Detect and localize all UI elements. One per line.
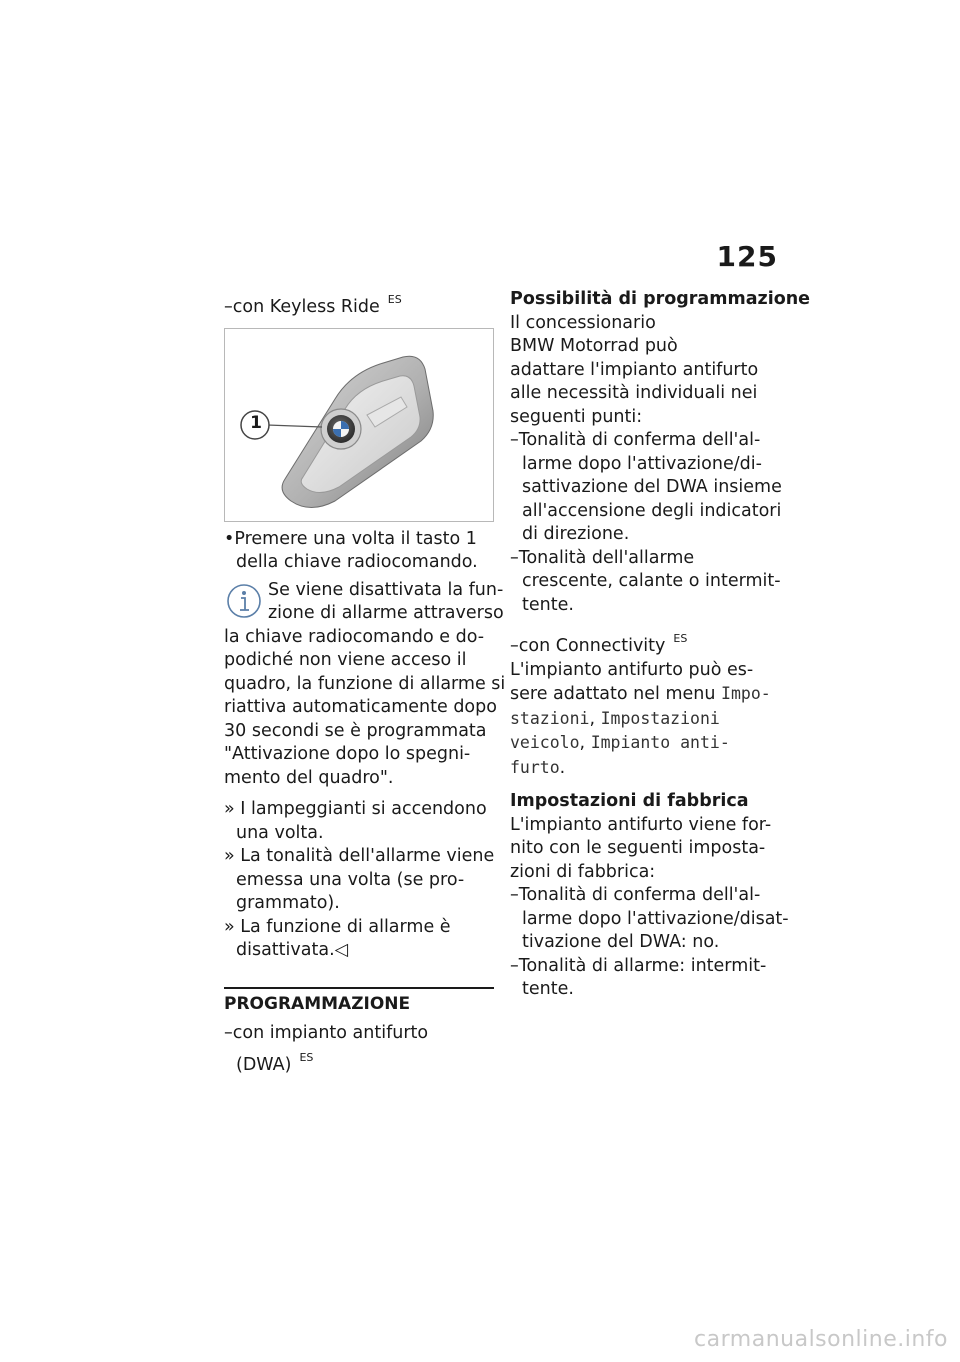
menu-path: veicolo: [510, 733, 580, 752]
result-line: » I lampeggianti si accendono: [224, 799, 487, 819]
menu-text: veicolo, Impianto anti-: [510, 733, 730, 753]
info-note: [224, 579, 506, 791]
result-line: emessa una volta (se pro-: [236, 869, 465, 890]
option-line: crescente, calante o intermit-: [522, 571, 781, 591]
intro-line: adattare l'impianto antifurto: [510, 359, 759, 380]
factory-list: [510, 884, 789, 1002]
section-title: PROGRAMMAZIONE: [224, 987, 494, 1017]
es-superscript: ES: [387, 293, 402, 306]
result-line: » La tonalità dell'allarme viene: [224, 846, 495, 866]
options-list: [510, 429, 782, 617]
keyless-ride-heading: –con Keyless Ride $^{ES}$: [224, 293, 402, 317]
dwa-condition: [224, 1022, 494, 1077]
factory-line: tivazione del DWA: no.: [522, 932, 720, 952]
menu-path: Impianto anti-: [590, 733, 730, 752]
page-number: 125: [716, 240, 778, 273]
key-fob-illustration: [225, 329, 493, 521]
step-line: •Premere una volta il tasto 1: [224, 528, 477, 549]
info-line: podiché non viene acceso il: [224, 650, 467, 670]
info-line: "Attivazione dopo lo spegni-: [224, 744, 471, 764]
left-column: [224, 288, 506, 1077]
info-line: la chiave radiocomando e do-: [224, 626, 485, 647]
factory-intro-line: nito con le seguenti imposta-: [510, 838, 766, 858]
es-superscript: ES: [673, 632, 688, 645]
factory-intro-line: zioni di fabbrica:: [510, 861, 656, 882]
option-line: di direzione.: [522, 524, 630, 544]
option-line: sattivazione del DWA insieme: [522, 477, 782, 497]
right-column: [510, 288, 811, 1002]
option-line: tente.: [522, 594, 574, 615]
option-line: –Tonalità di conferma dell'al-: [510, 430, 761, 450]
factory-settings-heading: Impostazioni di fabbrica: [510, 791, 749, 811]
results-list: [224, 798, 494, 963]
intro-line: alle necessità individuali nei: [510, 383, 758, 403]
menu-path: Impo-: [721, 684, 771, 703]
intro-line: Il concessionario: [510, 312, 656, 333]
result-line: » La funzione di allarme è: [224, 916, 451, 937]
watermark: carmanualsonline.info: [694, 1327, 948, 1352]
info-line: quadro, la funzione di allarme si: [224, 673, 506, 694]
intro-line: BMW Motorrad può: [510, 336, 678, 356]
step-instruction: [224, 528, 494, 575]
menu-text: L'impianto antifurto può es-: [510, 659, 754, 680]
menu-path: stazioni: [510, 708, 590, 728]
result-line: una volta.: [236, 822, 324, 843]
option-line: larme dopo l'attivazione/di-: [522, 453, 762, 474]
info-line: mento del quadro".: [224, 767, 394, 788]
intro-line: seguenti punti:: [510, 406, 643, 427]
result-line: grammato).: [236, 893, 340, 913]
info-line: Se viene disattivata la fun-: [268, 579, 504, 600]
dwa-line: –con impianto antifurto: [224, 1023, 429, 1043]
es-superscript: ES: [299, 1050, 314, 1064]
info-icon: [224, 581, 264, 621]
factory-line: tente.: [522, 979, 574, 999]
menu-path: furto: [510, 757, 560, 777]
factory-intro-line: L'impianto antifurto viene for-: [510, 814, 772, 835]
menu-path: Impostazioni: [600, 708, 720, 728]
option-line: all'accensione degli indicatori: [522, 500, 782, 521]
menu-text: furto.: [510, 757, 566, 778]
dwa-line: (DWA) $^{ES}$: [236, 1050, 314, 1075]
menu-text: sere adattato nel menu Impo-: [510, 684, 771, 704]
option-line: –Tonalità dell'allarme: [510, 547, 695, 568]
figure-callout-label: 1: [250, 412, 262, 433]
menu-text: stazioni, Impostazioni: [510, 708, 720, 729]
result-line: disattivata.◁: [236, 940, 349, 960]
factory-line: –Tonalità di allarme: intermit-: [510, 955, 767, 976]
info-line: riattiva automaticamente dopo: [224, 697, 497, 717]
info-line: 30 secondi se è programmata: [224, 720, 487, 741]
info-line: zione di allarme attraverso: [268, 603, 504, 623]
step-line: della chiave radiocomando.: [236, 552, 478, 572]
connectivity-heading: –con Connectivity $^{ES}$: [510, 632, 688, 656]
factory-line: larme dopo l'attivazione/disat-: [522, 908, 789, 929]
factory-line: –Tonalità di conferma dell'al-: [510, 885, 761, 905]
programming-options-heading: Possibilità di programmazione: [510, 289, 811, 309]
key-fob-figure: [224, 328, 494, 522]
